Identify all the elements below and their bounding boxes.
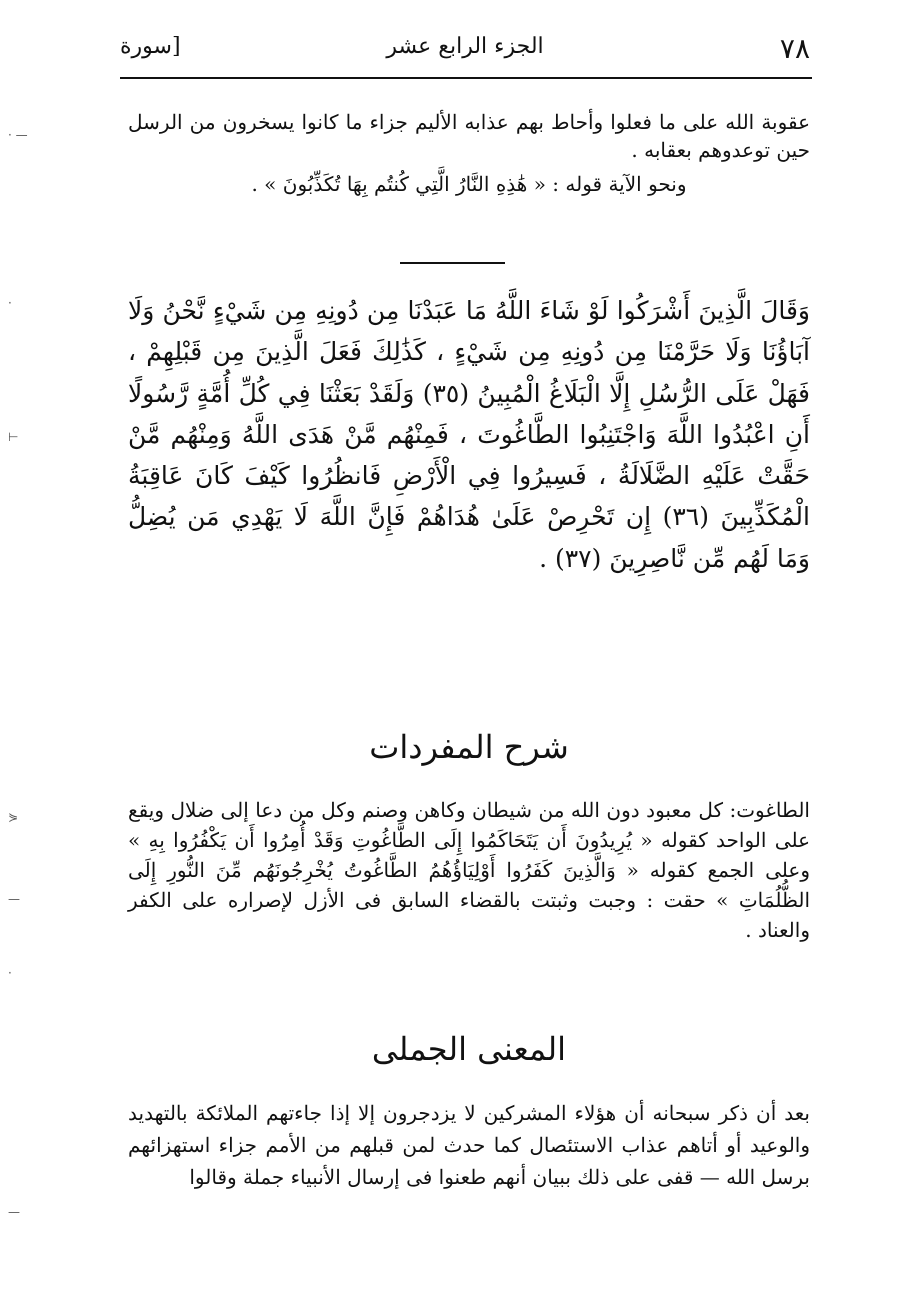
meaning-heading: المعنى الجملى xyxy=(371,1030,567,1068)
margin-scan-mark: · — xyxy=(8,128,28,142)
running-title: الجزء الرابع عشر xyxy=(386,34,544,59)
margin-scan-mark: — xyxy=(8,892,20,906)
margin-scan-mark: ⋟ xyxy=(8,810,19,824)
page-number: ٧٨ xyxy=(779,32,810,65)
meaning-text: بعد أن ذكر سبحانه أن هؤلاء المشركين لا يزدجرون إلا إذا جاءتهم الملائكة بالتهديد والوعيد أو أتاهم عذاب الاستئصال كما حدث لمن قبلهم من الأمم جزاء استهزائهم برسل الله — قفى على ذلك ببيان أنهم طعنوا فى إرسال الأنبياء جملة وقالوا xyxy=(128,1101,810,1189)
vocab-heading: شرح المفردات xyxy=(369,728,569,766)
margin-scan-mark: ⊢ xyxy=(8,430,19,444)
margin-scan-mark: · xyxy=(8,296,12,310)
intro-text: عقوبة الله على ما فعلوا وأحاط بهم عذابه الأليم جزاء ما كانوا يسخرون من الرسل حين توعدوهم بعقابه . xyxy=(128,110,810,162)
intro-paragraph xyxy=(128,108,810,204)
intro-example: ونحو الآية قوله : « هَٰذِهِ النَّارُ الَّتِي كُنتُم بِهَا تُكَذِّبُونَ » . xyxy=(251,172,687,196)
vocab-text: الطاغوت: كل معبود دون الله من شيطان وكاهن وصنم وكل من دعا إلى ضلال ويقع على الواحد كقوله « يُرِيدُونَ أَن يَتَحَاكَمُوا إِلَى الطَّاغُوتِ وَقَدْ أُمِرُوا أَن يَكْفُرُوا بِهِ » وعلى الجمع كقوله « وَالَّذِينَ كَفَرُوا أَوْلِيَاؤُهُمُ الطَّاغُوتُ يُخْرِجُونَهُم مِّنَ النُّورِ إِلَى الظُّلُمَاتِ » حقت : وجبت وثبتت بالقضاء السابق فى الأزل لإصراره على الكفر والعناد . xyxy=(128,798,810,942)
section-divider xyxy=(400,262,505,264)
header-rule xyxy=(120,77,812,79)
meaning-paragraph xyxy=(128,1097,810,1193)
margin-scan-mark: · xyxy=(8,966,12,980)
margin-scan-mark: — xyxy=(8,1205,20,1219)
quran-verses xyxy=(128,290,810,579)
vocab-paragraph xyxy=(128,795,810,945)
surah-label: [سورة xyxy=(120,34,181,59)
page-header xyxy=(120,28,810,78)
verses-text: وَقَالَ الَّذِينَ أَشْرَكُوا لَوْ شَاءَ اللَّهُ مَا عَبَدْنَا مِن دُونِهِ مِن شَيْءٍ نَّحْنُ وَلَا آبَاؤُنَا وَلَا حَرَّمْنَا مِن دُونِهِ مِن شَيْءٍ ، كَذَٰلِكَ فَعَلَ الَّذِينَ مِن قَبْلِهِمْ ، فَهَلْ عَلَى الرُّسُلِ إِلَّا الْبَلَاغُ الْمُبِينُ (٣٥) وَلَقَدْ بَعَثْنَا فِي كُلِّ أُمَّةٍ رَّسُولًا أَنِ اعْبُدُوا اللَّهَ وَاجْتَنِبُوا الطَّاغُوتَ ، فَمِنْهُم مَّنْ هَدَى اللَّهُ وَمِنْهُم مَّنْ حَقَّتْ عَلَيْهِ الضَّلَالَةُ ، فَسِيرُوا فِي الْأَرْضِ فَانظُرُوا كَيْفَ كَانَ عَاقِبَةُ الْمُكَذِّبِينَ (٣٦) إِن تَحْرِصْ عَلَىٰ هُدَاهُمْ فَإِنَّ اللَّهَ لَا يَهْدِي مَن يُضِلُّ وَمَا لَهُم مِّن نَّاصِرِينَ (٣٧) . xyxy=(128,296,810,573)
